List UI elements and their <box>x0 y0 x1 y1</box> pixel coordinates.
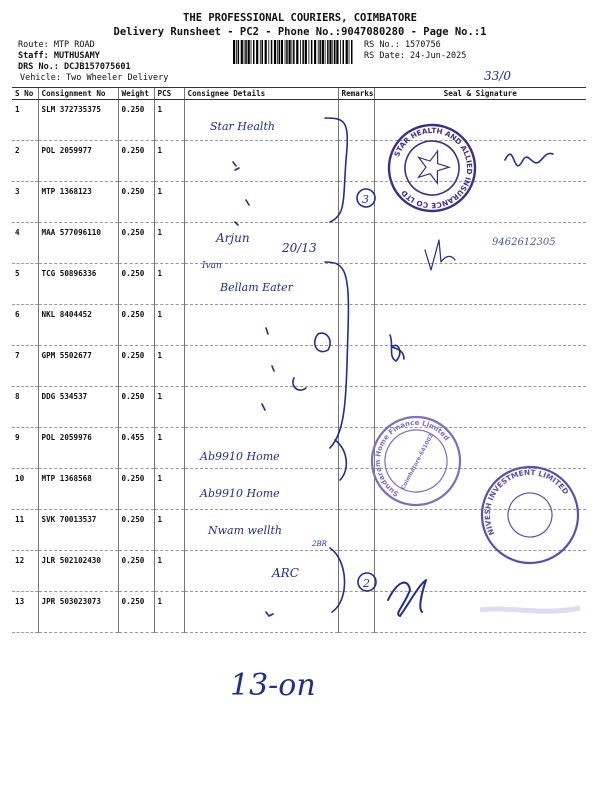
tick-mark <box>233 162 239 170</box>
consignment-no: GPM 5502677 <box>38 346 118 387</box>
weight: 0.250 <box>118 346 154 387</box>
weight: 0.250 <box>118 551 154 592</box>
sno: 6 <box>12 305 38 346</box>
svg-text:Sundaram Home Finance Limited: Sundaram Home Finance Limited <box>373 418 451 498</box>
circled-number-text: 3 <box>362 193 369 206</box>
circled-number-text: 2 <box>363 577 370 590</box>
weight: 0.250 <box>118 264 154 305</box>
handwritten-date-4: 20/13 <box>282 241 317 255</box>
weight: 0.250 <box>118 305 154 346</box>
weight: 0.455 <box>118 428 154 469</box>
consignment-no: MTP 1368123 <box>38 182 118 223</box>
signature <box>425 240 455 270</box>
svg-text:Coimbatore-641002: Coimbatore-641002 <box>400 433 436 491</box>
sno: 1 <box>12 100 38 141</box>
weight: 0.250 <box>118 469 154 510</box>
consignment-no: TCG 50896336 <box>38 264 118 305</box>
vehicle-label: Vehicle: Two Wheeler Delivery <box>20 73 169 83</box>
consignment-no: SLM 372735375 <box>38 100 118 141</box>
sno: 12 <box>12 551 38 592</box>
handwritten-consignee-10: Ab9910 Home <box>200 487 280 500</box>
col-pcs: PCS <box>154 88 184 100</box>
consignment-no: POL 2059976 <box>38 428 118 469</box>
weight: 0.250 <box>118 592 154 633</box>
sno: 9 <box>12 428 38 469</box>
star-health-stamp <box>378 114 486 222</box>
svg-text:NIVESH INVESTMENT LIMITED: NIVESH INVESTMENT LIMITED <box>482 467 571 537</box>
sno: 13 <box>12 592 38 633</box>
runsheet-title: Delivery Runsheet - PC2 - Phone No.:9047080280 - Page No.:1 <box>113 26 487 38</box>
pcs: 1 <box>154 510 184 551</box>
sno: 3 <box>12 182 38 223</box>
col-consignee: Consignee Details <box>184 88 338 100</box>
drs-label: DRS No.: DCJB157075601 <box>18 62 131 72</box>
consignment-no: POL 2059977 <box>38 141 118 182</box>
sno: 8 <box>12 387 38 428</box>
handwritten-total: 13-on <box>230 668 316 703</box>
pcs: 1 <box>154 305 184 346</box>
sno: 7 <box>12 346 38 387</box>
bracket-mark <box>325 262 348 448</box>
pcs: 1 <box>154 387 184 428</box>
consignment-no: JPR 503023073 <box>38 592 118 633</box>
weight: 0.250 <box>118 100 154 141</box>
handwritten-consignee-4: Arjun <box>216 231 250 245</box>
sundaram-stamp <box>356 401 475 520</box>
handwritten-note-4: Ivan <box>202 261 222 271</box>
rs-date: RS Date: 24-Jun-2025 <box>364 51 467 61</box>
signature <box>390 335 404 361</box>
consignment-no: MTP 1368568 <box>38 469 118 510</box>
pcs: 1 <box>154 223 184 264</box>
weight: 0.250 <box>118 387 154 428</box>
sno: 10 <box>12 469 38 510</box>
tick-mark <box>266 612 273 616</box>
route-label: Route: MTP ROAD <box>18 40 95 50</box>
weight: 0.250 <box>118 510 154 551</box>
handwritten-consignee-12: ARC <box>272 566 299 580</box>
bracket-mark <box>325 118 347 222</box>
pcs: 1 <box>154 182 184 223</box>
remark-mark <box>293 378 306 390</box>
pcs: 1 <box>154 264 184 305</box>
tick-mark <box>246 200 249 205</box>
handwritten-consignee-1: Star Health <box>210 120 275 133</box>
consignment-no: SVK 70013537 <box>38 510 118 551</box>
signature <box>505 153 553 165</box>
handwritten-note-11: 2BR <box>312 540 327 548</box>
col-remarks: Remarks <box>338 88 374 100</box>
sno: 4 <box>12 223 38 264</box>
pcs: 1 <box>154 551 184 592</box>
signature <box>388 580 426 616</box>
tick-mark <box>262 328 274 410</box>
handwritten-consignee-9: Ab9910 Home <box>200 450 280 463</box>
col-consignment: Consignment No <box>38 88 118 100</box>
handwritten-consignee-5: Bellam Eater <box>220 281 293 294</box>
remark-mark <box>315 333 330 352</box>
consignment-no: NKL 8404452 <box>38 305 118 346</box>
pcs: 1 <box>154 141 184 182</box>
nivesh-stamp <box>465 450 595 580</box>
pcs: 1 <box>154 346 184 387</box>
ink-smudge <box>480 608 580 611</box>
sno: 5 <box>12 264 38 305</box>
sno: 11 <box>12 510 38 551</box>
sno: 2 <box>12 141 38 182</box>
staff-label: Staff: MUTHUSAMY <box>18 51 100 61</box>
pcs: 1 <box>154 592 184 633</box>
consignment-no: MAA 577096110 <box>38 223 118 264</box>
tick-mark <box>235 222 238 225</box>
weight: 0.250 <box>118 141 154 182</box>
consignment-no: JLR 502102430 <box>38 551 118 592</box>
handwritten-consignee-11: Nwam wellth <box>208 524 282 537</box>
col-weight: Weight <box>118 88 154 100</box>
pcs: 1 <box>154 469 184 510</box>
bracket-mark <box>335 440 346 480</box>
bracket-mark <box>330 548 345 612</box>
svg-text:STAR HEALTH AND ALLIED INSURAN: STAR HEALTH AND ALLIED INSURANCE CO LTD <box>392 125 475 211</box>
pcs: 1 <box>154 100 184 141</box>
rs-number: RS No.: 1570756 <box>364 40 441 50</box>
col-sno: S No <box>12 88 38 100</box>
consignment-no: DDG 534537 <box>38 387 118 428</box>
company-title: THE PROFESSIONAL COURIERS, COIMBATORE <box>183 12 417 24</box>
handwritten-phone: 9462612305 <box>492 237 556 248</box>
pcs: 1 <box>154 428 184 469</box>
weight: 0.250 <box>118 223 154 264</box>
col-seal: Seal & Signature <box>374 88 586 100</box>
weight: 0.250 <box>118 182 154 223</box>
handwritten-note-top: 33/0 <box>484 69 511 83</box>
